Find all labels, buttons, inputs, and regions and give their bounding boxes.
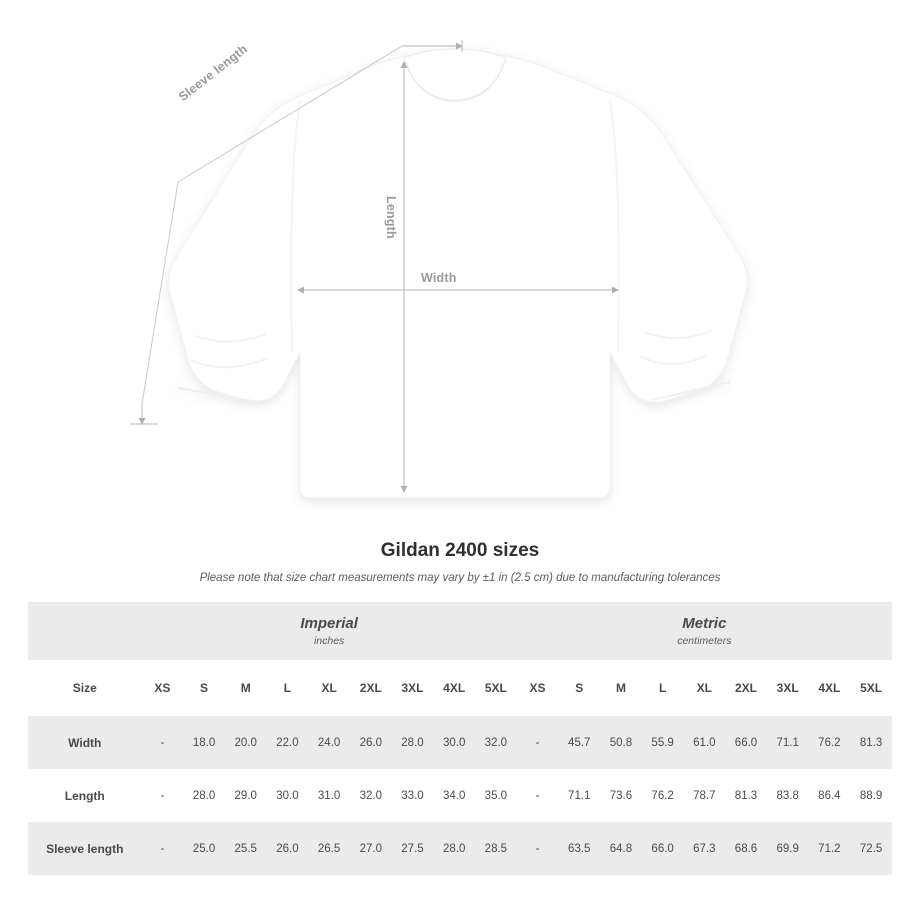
size-col-imperial-s: S bbox=[183, 660, 225, 716]
cell-width-imperial-m: 20.0 bbox=[225, 716, 267, 769]
cell-width-metric-3xl: 71.1 bbox=[767, 716, 809, 769]
size-col-imperial-4xl: 4XL bbox=[433, 660, 475, 716]
size-col-metric-4xl: 4XL bbox=[809, 660, 851, 716]
system-name-imperial: Imperial bbox=[300, 615, 358, 632]
system-header-metric bbox=[517, 602, 892, 660]
cell-sleeve-metric-xs: - bbox=[517, 822, 559, 875]
system-unit-imperial: inches bbox=[313, 635, 345, 647]
cell-sleeve-imperial-xl: 26.5 bbox=[308, 822, 350, 875]
sleeve-length-label: Sleeve length bbox=[176, 41, 251, 105]
tolerance-note: Please note that size chart measurements may vary by ±1 in (2.5 cm) due to manufacturing tolerances bbox=[199, 572, 721, 584]
cell-length-imperial-4xl: 34.0 bbox=[433, 769, 475, 822]
cell-sleeve-imperial-2xl: 27.0 bbox=[350, 822, 392, 875]
cell-width-metric-xl: 61.0 bbox=[683, 716, 725, 769]
system-header-spacer bbox=[28, 602, 142, 660]
page-title: Gildan 2400 sizes bbox=[380, 540, 540, 561]
cell-sleeve-metric-l: 66.0 bbox=[642, 822, 684, 875]
cell-sleeve-metric-s: 63.5 bbox=[558, 822, 600, 875]
size-col-metric-xs: XS bbox=[517, 660, 559, 716]
cell-sleeve-metric-5xl: 72.5 bbox=[850, 822, 892, 875]
size-col-metric-2xl: 2XL bbox=[725, 660, 767, 716]
size-table-wrap bbox=[0, 602, 920, 875]
cell-length-metric-m: 73.6 bbox=[600, 769, 642, 822]
table-row bbox=[28, 602, 892, 660]
row-label-length: Length bbox=[28, 769, 142, 822]
cell-width-metric-4xl: 76.2 bbox=[809, 716, 851, 769]
cell-length-metric-xs: - bbox=[517, 769, 559, 822]
table-row bbox=[28, 660, 892, 716]
title-block bbox=[0, 540, 920, 584]
cell-length-metric-4xl: 86.4 bbox=[809, 769, 851, 822]
size-col-metric-3xl: 3XL bbox=[767, 660, 809, 716]
cell-length-imperial-2xl: 32.0 bbox=[350, 769, 392, 822]
table-row bbox=[28, 716, 892, 769]
cell-sleeve-metric-2xl: 68.6 bbox=[725, 822, 767, 875]
cell-sleeve-imperial-m: 25.5 bbox=[225, 822, 267, 875]
cell-sleeve-metric-3xl: 69.9 bbox=[767, 822, 809, 875]
table-row bbox=[28, 769, 892, 822]
size-col-imperial-2xl: 2XL bbox=[350, 660, 392, 716]
cell-length-metric-2xl: 81.3 bbox=[725, 769, 767, 822]
cell-length-metric-3xl: 83.8 bbox=[767, 769, 809, 822]
cell-length-metric-l: 76.2 bbox=[642, 769, 684, 822]
cell-sleeve-metric-4xl: 71.2 bbox=[809, 822, 851, 875]
cell-sleeve-imperial-3xl: 27.5 bbox=[392, 822, 434, 875]
cell-sleeve-imperial-xs: - bbox=[142, 822, 184, 875]
size-col-imperial-m: M bbox=[225, 660, 267, 716]
cell-length-imperial-s: 28.0 bbox=[183, 769, 225, 822]
cell-width-metric-l: 55.9 bbox=[642, 716, 684, 769]
cell-width-metric-2xl: 66.0 bbox=[725, 716, 767, 769]
size-header-label: Size bbox=[28, 660, 142, 716]
system-name-metric: Metric bbox=[682, 615, 727, 632]
cell-sleeve-imperial-4xl: 28.0 bbox=[433, 822, 475, 875]
size-col-metric-m: M bbox=[600, 660, 642, 716]
row-label-sleeve-length: Sleeve length bbox=[28, 822, 142, 875]
size-col-metric-xl: XL bbox=[683, 660, 725, 716]
cell-width-imperial-2xl: 26.0 bbox=[350, 716, 392, 769]
cell-width-imperial-xs: - bbox=[142, 716, 184, 769]
size-col-imperial-3xl: 3XL bbox=[392, 660, 434, 716]
length-label: Length bbox=[384, 196, 398, 239]
system-header-imperial bbox=[142, 602, 517, 660]
shirt-shape bbox=[169, 49, 748, 498]
width-label: Width bbox=[421, 271, 457, 285]
cell-width-metric-s: 45.7 bbox=[558, 716, 600, 769]
size-table-body bbox=[28, 716, 892, 875]
size-col-imperial-xs: XS bbox=[142, 660, 184, 716]
size-col-metric-5xl: 5XL bbox=[850, 660, 892, 716]
table-row bbox=[28, 822, 892, 875]
cell-sleeve-imperial-l: 26.0 bbox=[267, 822, 309, 875]
cell-width-imperial-s: 18.0 bbox=[183, 716, 225, 769]
size-col-imperial-l: L bbox=[267, 660, 309, 716]
size-chart-table bbox=[28, 602, 892, 875]
cell-width-imperial-3xl: 28.0 bbox=[392, 716, 434, 769]
cell-width-metric-xs: - bbox=[517, 716, 559, 769]
size-col-metric-s: S bbox=[558, 660, 600, 716]
cell-width-imperial-l: 22.0 bbox=[267, 716, 309, 769]
cell-length-metric-s: 71.1 bbox=[558, 769, 600, 822]
size-col-metric-l: L bbox=[642, 660, 684, 716]
cell-length-imperial-xl: 31.0 bbox=[308, 769, 350, 822]
cell-sleeve-imperial-5xl: 28.5 bbox=[475, 822, 517, 875]
cell-sleeve-metric-m: 64.8 bbox=[600, 822, 642, 875]
cell-width-metric-m: 50.8 bbox=[600, 716, 642, 769]
cell-width-imperial-xl: 24.0 bbox=[308, 716, 350, 769]
measurement-system-header bbox=[28, 602, 892, 660]
cell-width-metric-5xl: 81.3 bbox=[850, 716, 892, 769]
cell-sleeve-imperial-s: 25.0 bbox=[183, 822, 225, 875]
row-label-width: Width bbox=[28, 716, 142, 769]
cell-length-imperial-m: 29.0 bbox=[225, 769, 267, 822]
size-col-imperial-xl: XL bbox=[308, 660, 350, 716]
cell-sleeve-metric-xl: 67.3 bbox=[683, 822, 725, 875]
system-unit-metric: centimeters bbox=[677, 635, 732, 647]
cell-length-imperial-5xl: 35.0 bbox=[475, 769, 517, 822]
cell-length-metric-5xl: 88.9 bbox=[850, 769, 892, 822]
cell-width-imperial-5xl: 32.0 bbox=[475, 716, 517, 769]
size-header-row bbox=[28, 660, 892, 716]
cell-width-imperial-4xl: 30.0 bbox=[433, 716, 475, 769]
size-col-imperial-5xl: 5XL bbox=[475, 660, 517, 716]
cell-length-imperial-l: 30.0 bbox=[267, 769, 309, 822]
cell-length-imperial-3xl: 33.0 bbox=[392, 769, 434, 822]
cell-length-imperial-xs: - bbox=[142, 769, 184, 822]
cell-length-metric-xl: 78.7 bbox=[683, 769, 725, 822]
